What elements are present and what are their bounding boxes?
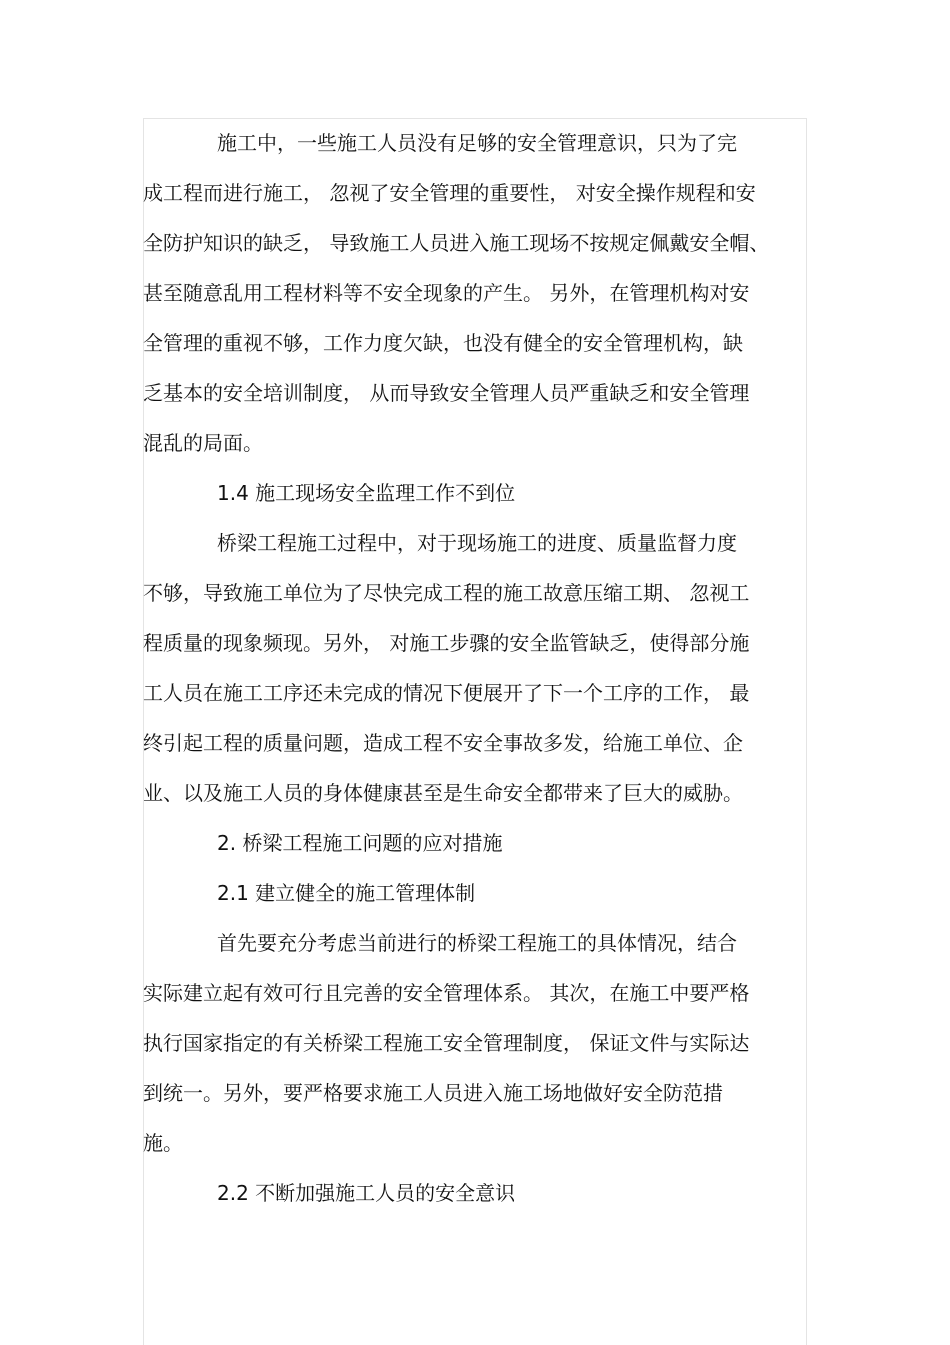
section-heading-2-2: 2.2 不断加强施工人员的安全意识 [217, 1181, 516, 1205]
text-line: 首先要充分考虑当前进行的桥梁工程施工的具体情况，结合 [217, 931, 737, 955]
document-body [143, 118, 807, 1218]
text-line: 成工程而进行施工， 忽视了安全管理的重要性， 对安全操作规程和安 [143, 181, 756, 205]
text-line: 甚至随意乱用工程材料等不安全现象的产生。 另外，在管理机构对安 [143, 281, 750, 305]
text-line: 业、以及施工人员的身体健康甚至是生命安全都带来了巨大的威胁。 [143, 781, 743, 805]
text-line: 工人员在施工工序还未完成的情况下便展开了下一个工序的工作， 最 [143, 681, 750, 705]
section-heading-2-1: 2.1 建立健全的施工管理体制 [217, 881, 476, 905]
text-line: 实际建立起有效可行且完善的安全管理体系。 其次，在施工中要严格 [143, 981, 750, 1005]
text-line: 程质量的现象频现。另外， 对施工步骤的安全监管缺乏，使得部分施 [143, 631, 750, 655]
text-line: 执行国家指定的有关桥梁工程施工安全管理制度， 保证文件与实际达 [143, 1031, 750, 1055]
text-line: 终引起工程的质量问题，造成工程不安全事故多发，给施工单位、企 [143, 731, 743, 755]
paragraph-supervision [143, 518, 807, 818]
paragraph-management-system [143, 918, 807, 1168]
text-line: 到统一。另外，要严格要求施工人员进入施工场地做好安全防范措 [143, 1081, 723, 1105]
text-line: 全防护知识的缺乏， 导致施工人员进入施工现场不按规定佩戴安全帽、 [143, 231, 770, 255]
text-line: 桥梁工程施工过程中，对于现场施工的进度、质量监督力度 [217, 531, 737, 555]
text-line: 混乱的局面。 [143, 431, 263, 455]
text-line: 全管理的重视不够，工作力度欠缺，也没有健全的安全管理机构，缺 [143, 331, 743, 355]
section-heading-2: 2. 桥梁工程施工问题的应对措施 [217, 831, 503, 855]
section-heading-1-4: 1.4 施工现场安全监理工作不到位 [217, 481, 516, 505]
text-line: 不够，导致施工单位为了尽快完成工程的施工故意压缩工期、 忽视工 [143, 581, 750, 605]
text-line: 施工中，一些施工人员没有足够的安全管理意识，只为了完 [217, 131, 737, 155]
paragraph-management-awareness [143, 118, 807, 468]
text-line: 乏基本的安全培训制度， 从而导致安全管理人员严重缺乏和安全管理 [143, 381, 750, 405]
text-line: 施。 [143, 1131, 183, 1155]
